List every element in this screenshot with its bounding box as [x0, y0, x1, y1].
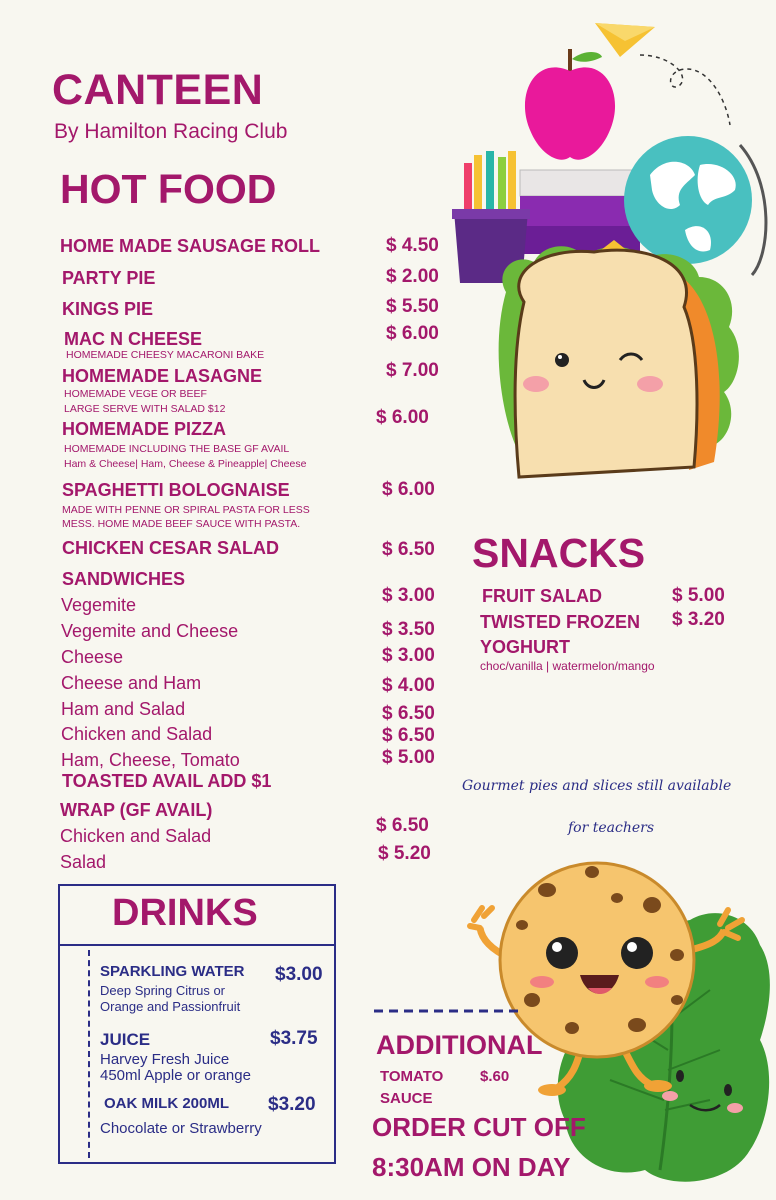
- menu-item-spaghetti: SPAGHETTI BOLOGNAISE: [62, 480, 290, 500]
- desc-juice-2: 450ml Apple or orange: [100, 1067, 251, 1084]
- price-lasagne: $ 7.00: [386, 360, 439, 381]
- hot-food-heading: HOT FOOD: [60, 166, 277, 212]
- price-wrap-salad: $ 5.20: [378, 843, 431, 864]
- sandwiches-heading: SANDWICHES: [62, 569, 186, 589]
- snack-twisted-frozen: TWISTED FROZEN: [480, 612, 640, 632]
- sandwich-cheese: Cheese: [61, 647, 124, 667]
- additional-sauce: SAUCE: [380, 1090, 433, 1107]
- drink-oak-milk: OAK MILK 200ML: [104, 1095, 230, 1112]
- toasted-note: TOASTED AVAIL ADD $1: [62, 771, 272, 791]
- apple-icon: [525, 49, 615, 160]
- additional-heading: ADDITIONAL: [376, 1030, 543, 1060]
- note-lasagne-1: HOMEMADE VEGE OR BEEF: [64, 388, 207, 400]
- sandwich-ham-salad: Ham and Salad: [61, 699, 186, 719]
- paper-plane-icon: [595, 23, 730, 125]
- snacks-heading: SNACKS: [472, 530, 646, 576]
- price-ham-salad: $ 6.50: [382, 703, 435, 724]
- price-oak-milk: $3.20: [268, 1094, 316, 1115]
- sandwich-vegemite: Vegemite: [61, 595, 137, 615]
- price-cheese: $ 3.00: [382, 645, 435, 666]
- price-chicken-salad: $ 6.50: [382, 725, 435, 746]
- wrap-salad: Salad: [60, 852, 107, 872]
- price-twisted-frozen: $ 3.20: [672, 609, 725, 630]
- price-ham-cheese-tomato: $ 5.00: [382, 747, 435, 768]
- menu-item-chicken-cesar-salad: CHICKEN CESAR SALAD: [62, 538, 280, 558]
- price-fruit-salad: $ 5.00: [672, 585, 725, 606]
- note-spaghetti-1: MADE WITH PENNE OR SPIRAL PASTA FOR LESS: [62, 504, 310, 516]
- desc-oak-milk: Chocolate or Strawberry: [100, 1120, 262, 1137]
- price-vegemite-cheese: $ 3.50: [382, 619, 435, 640]
- price-juice: $3.75: [270, 1028, 318, 1049]
- desc-juice-1: Harvey Fresh Juice: [100, 1051, 230, 1068]
- sandwich-cheese-ham: Cheese and Ham: [61, 673, 202, 693]
- additional-tomato: TOMATO: [380, 1068, 444, 1085]
- sandwich-mascot-icon: [484, 232, 748, 484]
- desc-sparkling-water-1: Deep Spring Citrus or: [100, 983, 225, 998]
- price-mac-n-cheese: $ 6.00: [386, 323, 439, 344]
- snack-fruit-salad: FRUIT SALAD: [482, 586, 602, 606]
- sandwich-chicken-salad: Chicken and Salad: [61, 724, 213, 744]
- note-spaghetti-2: MESS. HOME MADE BEEF SAUCE WITH PASTA.: [62, 518, 301, 530]
- menu-item-mac-n-cheese: MAC N CHEESE: [64, 329, 203, 349]
- drink-juice: JUICE: [100, 1030, 151, 1049]
- snack-yoghurt: YOGHURT: [480, 637, 570, 657]
- price-vegemite: $ 3.00: [382, 585, 435, 606]
- note-pizza-1: HOMEMADE INCLUDING THE BASE GF AVAIL: [64, 443, 290, 455]
- teachers-note-line1: Gourmet pies and slices still available: [462, 778, 732, 794]
- menu-item-pizza: HOMEMADE PIZZA: [62, 419, 226, 439]
- order-cutoff-line1: ORDER CUT OFF: [372, 1112, 586, 1142]
- drinks-divider: [60, 944, 334, 946]
- price-sausage-roll: $ 4.50: [386, 235, 439, 256]
- price-tomato-sauce: $.60: [480, 1068, 510, 1085]
- menu-item-party-pie: PARTY PIE: [62, 268, 156, 288]
- drinks-dashed-border: [88, 950, 90, 1158]
- drinks-heading: DRINKS: [112, 892, 258, 934]
- price-kings-pie: $ 5.50: [386, 296, 439, 317]
- wrap-heading: WRAP (GF AVAIL): [60, 800, 213, 820]
- note-mac-n-cheese: HOMEMADE CHEESY MACARONI BAKE: [66, 349, 265, 361]
- order-cutoff-line2: 8:30AM ON DAY: [372, 1152, 571, 1182]
- note-pizza-2: Ham & Cheese| Ham, Cheese & Pineapple| Cheese: [64, 458, 307, 470]
- note-lasagne-2: LARGE SERVE WITH SALAD $12: [64, 403, 226, 415]
- sandwich-ham-cheese-tomato: Ham, Cheese, Tomato: [61, 750, 240, 770]
- canteen-title: CANTEEN: [52, 66, 264, 114]
- additional-dashed-line: [374, 1008, 524, 1014]
- price-spaghetti: $ 6.00: [382, 479, 435, 500]
- sandwich-vegemite-cheese: Vegemite and Cheese: [61, 621, 239, 641]
- price-cheese-ham: $ 4.00: [382, 675, 435, 696]
- teachers-note-line2: for teachers: [568, 820, 655, 836]
- menu-item-sausage-roll: HOME MADE SAUSAGE ROLL: [60, 236, 321, 256]
- price-sparkling-water: $3.00: [275, 964, 323, 985]
- price-chicken-cesar-salad: $ 6.50: [382, 539, 435, 560]
- drink-sparkling-water: SPARKLING WATER: [100, 963, 245, 980]
- price-pizza: $ 6.00: [376, 407, 429, 428]
- price-party-pie: $ 2.00: [386, 266, 439, 287]
- menu-item-lasagne: HOMEMADE LASAGNE: [62, 366, 263, 386]
- note-yoghurt-flavours: choc/vanilla | watermelon/mango: [480, 659, 655, 673]
- menu-item-kings-pie: KINGS PIE: [62, 299, 154, 319]
- desc-sparkling-water-2: Orange and Passionfruit: [100, 999, 241, 1014]
- price-wrap-chicken-salad: $ 6.50: [376, 815, 429, 836]
- wrap-chicken-salad: Chicken and Salad: [60, 826, 212, 846]
- canteen-subtitle: By Hamilton Racing Club: [54, 120, 288, 143]
